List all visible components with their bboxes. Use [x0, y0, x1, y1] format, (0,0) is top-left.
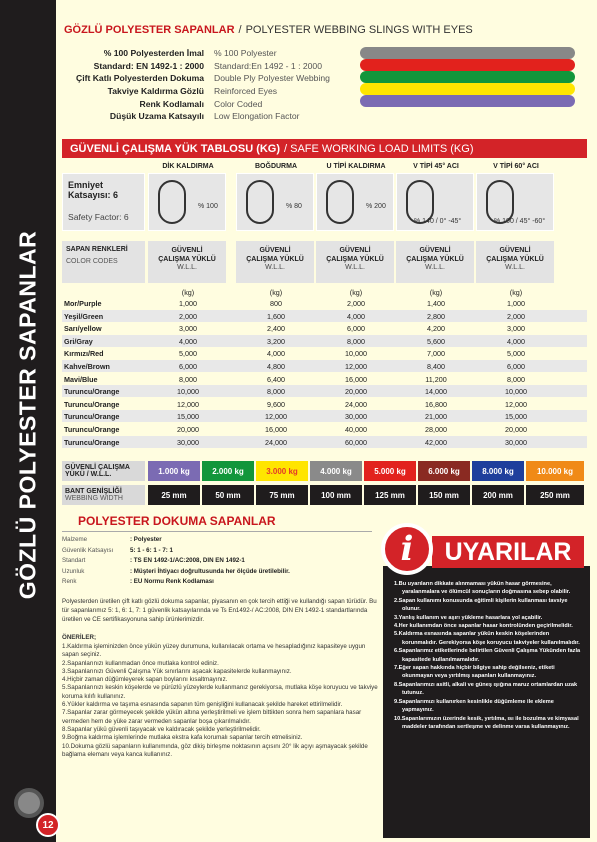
recommendations-list: [62, 643, 382, 759]
warning-item: 6.Sapanlarımız etiketlerinde belirtilen Güvenli Çalışma Yükünden fazla kapasitede kullanılmamalıdır.: [394, 648, 581, 663]
row-value: 16,000: [345, 374, 367, 384]
recommendation-item: 1.Kaldırma işleminizden önce yükün yüzey durumuna, kullanılacak ortama ve hesapladığınız kapasiteye uygun sapan seçiniz.: [62, 643, 366, 659]
meta-key: Malzeme: [62, 536, 88, 543]
sling-photo: [350, 43, 580, 118]
spec-tr: Takviye Kaldırma Gözlü: [107, 86, 204, 97]
wll-column-header: [316, 241, 394, 283]
sidebar-title: GÖZLÜ POLYESTER SAPANLAR: [14, 230, 41, 600]
row-value: 12,000: [345, 362, 367, 371]
row-value: 8,000: [267, 387, 285, 397]
row-value: 4,800: [267, 362, 285, 371]
table-row: [62, 423, 587, 435]
row-value: 10,000: [177, 387, 199, 397]
meta-value: : EU Normu Renk Kodlaması: [130, 578, 214, 585]
wll-col-line2: ÇALIŞMA YÜKLÜ: [486, 256, 544, 263]
meta-key: Renk: [62, 578, 77, 585]
wll-bar-label: [62, 461, 145, 481]
row-value: 30,000: [345, 412, 367, 422]
recommendation-item: 9.Boğma kaldırma işlemlerinde mutlaka ekstra kafa korumalı sapanlar tercih etmelisiniz.: [62, 734, 303, 742]
intro-paragraph: Polyesterden üretilen çift katlı gözlü dokuma sapanlar, piyasanın en çok tercih ettiği ve kullandığı sapan türüdür. Bu tür sapanlarımız 5: 1, 6: 1, 7: 1 güvenlik katsayılarında ve Ts En1492-/ AC:2008, DIN EN 1492-1 standartlarında üretilen ve CE sertifikasyonuna sahip ürünlerimizdir.: [62, 598, 377, 623]
wll-chip: 3.000 kg: [256, 461, 308, 481]
recommendation-item: 2.Sapanlarınızı kullanmadan önce mutlaka kontrol ediniz.: [62, 659, 219, 667]
warning-item: 7.Eğer sapan hakkında hiçbir bilgiye sahip değilseniz, etiketi okunmayan veya yırtılmış sapanları kullanmayınız.: [394, 665, 555, 680]
color-codes-tr: SAPAN RENKLERİ: [66, 246, 128, 253]
row-color-label: Turuncu/Orange: [64, 399, 120, 409]
row-value: 8,000: [179, 374, 197, 384]
table-row: [62, 385, 587, 397]
banner-tr: GÜVENLİ ÇALIŞMA YÜK TABLOSU (KG): [70, 142, 281, 155]
spec-row: [64, 85, 364, 98]
spec-tr: % 100 Polyesterden İmal: [103, 48, 204, 59]
width-label-en: WEBBING WIDTH: [65, 495, 123, 502]
table-row: [62, 398, 587, 410]
row-value: 12,000: [177, 399, 199, 409]
color-codes-header: [62, 241, 145, 283]
hitch-name: DİK KALDIRMA: [162, 163, 214, 170]
row-value: 4,000: [507, 336, 525, 346]
wll-banner: [62, 139, 587, 158]
unit-label: (kg): [429, 288, 443, 297]
wll-chip: 2.000 kg: [202, 461, 254, 481]
spec-row: [64, 110, 364, 123]
meta-value: : Polyester: [130, 536, 162, 543]
wll-label-2: YÜKÜ / W.L.L.: [65, 471, 112, 478]
table-row: [62, 335, 587, 347]
warning-item: 2.Sapan kullanımı konusunda eğitimli kişilerin kullanması tavsiye olunur.: [394, 597, 568, 613]
row-value: 3,000: [507, 324, 525, 334]
warning-item: 8.Sapanlarımızı asitli, alkali ve güneş ışığına maruz ortamlardan uzak tutunuz.: [394, 681, 578, 697]
meta-row: [62, 557, 245, 564]
wll-col-line1: GÜVENLİ: [419, 247, 451, 254]
hitch-diagram-icon: [326, 180, 354, 224]
row-value: 40,000: [345, 425, 367, 434]
table-row: [62, 347, 587, 359]
info-icon: i: [381, 523, 433, 575]
meta-value: : Müşteri İhtiyacı doğrultusunda her ölçüde üretilebilir.: [130, 567, 290, 575]
spec-en: Double Ply Polyester Webbing: [214, 73, 330, 84]
row-value: 6,000: [507, 362, 525, 371]
row-value: 8,000: [507, 374, 525, 384]
sidebar: [0, 0, 56, 842]
wll-chip: 6.000 kg: [418, 461, 470, 481]
wll-col-line2: ÇALIŞMA YÜKLÜ: [158, 256, 216, 263]
width-chip: 100 mm: [310, 485, 362, 505]
meta-key: Standart: [62, 557, 86, 564]
spec-row: [64, 97, 364, 110]
row-value: 16,800: [425, 399, 447, 409]
wll-label-1: GÜVENLİ ÇALIŞMA: [65, 464, 130, 471]
safety-factor: [68, 180, 118, 200]
warning-item: 3.Yanlış kullanım ve aşırı yükleme hasarlara yol açabilir.: [394, 614, 543, 621]
row-value: 5,600: [427, 336, 445, 346]
hitch-diagram-icon: [246, 180, 274, 224]
hitch-name: V TİPİ 60° ACI: [493, 163, 539, 170]
row-value: 1,000: [507, 299, 525, 308]
row-value: 800: [270, 299, 282, 308]
warning-item: 4.Her kullanımdan önce sapanlar hasar kontrolünden geçirilmelidir.: [394, 623, 573, 630]
table-row: [62, 310, 587, 322]
shackle-icon: [14, 788, 44, 818]
wll-col-line1: GÜVENLİ: [171, 247, 203, 254]
width-chip: 125 mm: [364, 485, 416, 505]
section-divider: [62, 531, 372, 532]
wll-column-header: [236, 241, 314, 283]
warnings-list: [392, 580, 582, 731]
table-row: [62, 360, 587, 372]
color-codes-en: COLOR CODES: [66, 258, 118, 265]
header-separator: /: [238, 24, 242, 36]
warning-item: 9.Sapanlarımızı kullanırken kesinlikle düğümleme ile ekleme yapmayınız.: [394, 698, 554, 714]
row-color-label: Gri/Gray: [64, 336, 93, 346]
spec-row: [64, 72, 364, 85]
row-color-label: Mavi/Blue: [64, 374, 98, 384]
row-value: 28,000: [425, 425, 447, 434]
sling-purple: [360, 95, 575, 107]
spec-en: % 100 Polyester: [214, 48, 277, 59]
row-value: 16,000: [265, 425, 287, 434]
wll-col-line2: ÇALIŞMA YÜKLÜ: [326, 256, 384, 263]
width-label-tr: BANT GENİŞLİĞİ: [65, 488, 122, 495]
row-value: 2,800: [427, 311, 445, 321]
recommendation-item: 10.Dokuma gözlü sapanların kullanımında, göz dikiş birleşme noktasının açısını 20° lik açıyı aşmayacak şekilde bağlama elemanı veya kanca kullanınız.: [62, 742, 368, 758]
hitch-percent: % 200: [366, 203, 386, 210]
row-value: 6,000: [347, 324, 365, 334]
wll-col-line1: GÜVENLİ: [339, 247, 371, 254]
meta-value: : TS EN 1492-1/AC:2008, DIN EN 1492-1: [130, 557, 245, 564]
section-title: POLYESTER DOKUMA SAPANLAR: [78, 514, 276, 528]
wll-col-line1: GÜVENLİ: [259, 247, 291, 254]
row-value: 12,000: [505, 399, 527, 409]
wll-column-header: [148, 241, 226, 283]
row-value: 7,000: [427, 349, 445, 359]
row-value: 6,400: [267, 374, 285, 384]
spec-row: [64, 47, 364, 60]
spec-tr: Çift Katlı Polyesterden Dokuma: [76, 73, 204, 84]
sling-green: [360, 71, 575, 83]
hitch-percent: % 100 / 45° -60°: [494, 218, 546, 225]
recommendation-item: 7.Sapanlar zarar görmeyecek şekilde yükün altına yerleştirilmeli ve işlem bittikten sonra hem sapanlara hasar vermeden hem de yüke zarar vermeden sapanlar boşa çıkarılmalıdır.: [62, 709, 362, 725]
width-chip: 200 mm: [472, 485, 524, 505]
safety-factor-en: Safety Factor: 6: [68, 212, 129, 222]
row-value: 1,400: [427, 299, 445, 308]
meta-key: Güvenlik Katsayısı: [62, 546, 114, 554]
unit-label: (kg): [509, 288, 523, 297]
hitch-percent: % 140 / 0° -45°: [414, 218, 462, 225]
width-chip: 150 mm: [418, 485, 470, 505]
recommendation-item: 8.Sapanlar yükü güvenli taşıyacak ve kaldıracak şekilde yerleştirilmelidir.: [62, 725, 261, 733]
wll-col-line2: ÇALIŞMA YÜKLÜ: [406, 256, 464, 263]
hitch-name: U TİPİ KALDIRMA: [326, 163, 386, 170]
spec-list: [64, 47, 364, 123]
factor-line1: Emniyet: [68, 180, 104, 190]
unit-label: (kg): [181, 288, 195, 297]
hitch-diagram-icon: [158, 180, 186, 224]
spec-row: [64, 60, 364, 73]
table-row: [62, 322, 587, 334]
meta-row: [62, 547, 173, 554]
hitch-name: BOĞDURMA: [255, 163, 297, 170]
wll-chip: 5.000 kg: [364, 461, 416, 481]
hitch-percent: % 100: [198, 203, 218, 210]
wll-col-line2: ÇALIŞMA YÜKLÜ: [246, 256, 304, 263]
row-value: 11,200: [425, 374, 447, 384]
row-color-label: Mor/Purple: [64, 299, 102, 308]
recommendation-item: 5.Sapanlarınızı keskin köşelerde ve pürüzlü yüzeylerde kullanmanız gerekiyorsa, mutlaka köşe koruyucu ve takviye koruma kılıfı kullanınız.: [62, 684, 378, 700]
row-color-label: Turuncu/Orange: [64, 425, 120, 434]
table-row: [62, 297, 587, 309]
table-row: [62, 373, 587, 385]
wll-column-header: [396, 241, 474, 283]
row-value: 6,000: [179, 362, 197, 371]
meta-value: 5: 1 - 6: 1 - 7: 1: [130, 546, 173, 554]
row-color-label: Kahve/Brown: [64, 362, 110, 371]
wll-chip: 4.000 kg: [310, 461, 362, 481]
row-value: 2,000: [347, 299, 365, 308]
wll-chip: 10.000 kg: [526, 461, 584, 481]
row-value: 60,000: [345, 437, 367, 447]
row-value: 30,000: [505, 437, 527, 447]
row-value: 3,000: [179, 324, 197, 334]
row-value: 30,000: [177, 437, 199, 447]
row-value: 20,000: [505, 425, 527, 434]
header-title-tr: GÖZLÜ POLYESTER SAPANLAR: [64, 24, 235, 36]
spec-tr: Renk Kodlamalı: [139, 98, 204, 109]
warning-item: 10.Sapanlarımızın üzerinde kesik, yırtılma, ısı ile bozulma ve kimyasal maddeler tarafından sertleşme ve delinme varsa kullanmayınız.: [394, 715, 579, 730]
row-value: 4,000: [347, 311, 365, 321]
recommendations-heading: ÖNERİLER;: [62, 634, 97, 641]
row-value: 9,600: [267, 399, 285, 409]
recommendation-item: 4.Hiçbir zaman düğümleyerek sapan boylarını kısaltmayınız.: [62, 676, 228, 684]
row-value: 5,000: [179, 349, 197, 359]
sling-yellow: [360, 83, 575, 95]
wll-col-line3: W.L.L.: [177, 264, 197, 271]
spec-en: Color Coded: [214, 98, 263, 109]
wll-col-line3: W.L.L.: [425, 264, 445, 271]
row-value: 8,000: [347, 336, 365, 346]
row-value: 4,000: [179, 336, 197, 346]
meta-row: [62, 568, 290, 575]
row-color-label: Turuncu/Orange: [64, 412, 120, 422]
row-value: 10,000: [345, 349, 367, 359]
wll-col-line3: W.L.L.: [265, 264, 285, 271]
row-value: 15,000: [177, 412, 199, 422]
warning-item: 5.Kaldırma esnasında sapanlar yükün keskin köşelerinden korunmalıdır. Gerekiyorsa köşe koruyucu takviyeler kullanılmalıdır.: [394, 631, 580, 646]
wll-chip: 1.000 kg: [148, 461, 200, 481]
row-value: 10,000: [505, 387, 527, 397]
factor-line2: Katsayısı: 6: [68, 190, 119, 200]
row-value: 3,200: [267, 336, 285, 346]
wll-col-line3: W.L.L.: [505, 264, 525, 271]
row-color-label: Turuncu/Orange: [64, 437, 120, 447]
row-color-label: Kırmızı/Red: [64, 349, 104, 359]
width-chip: 75 mm: [256, 485, 308, 505]
width-chip: 25 mm: [148, 485, 200, 505]
row-color-label: Sarı/yellow: [64, 324, 102, 334]
row-value: 21,000: [425, 412, 447, 422]
meta-row: [62, 578, 214, 585]
row-color-label: Yeşil/Green: [64, 311, 104, 321]
row-value: 4,000: [267, 349, 285, 359]
warnings-title: UYARILAR: [432, 536, 584, 568]
row-value: 2,000: [179, 311, 197, 321]
meta-key: Uzunluk: [62, 567, 85, 575]
spec-en: Standard:En 1492 - 1 : 2000: [214, 60, 322, 71]
sling-red: [360, 59, 575, 71]
row-value: 24,000: [345, 399, 367, 409]
row-value: 20,000: [345, 387, 367, 397]
row-value: 12,000: [265, 412, 287, 422]
unit-label: (kg): [269, 288, 283, 297]
row-value: 4,200: [427, 324, 445, 334]
row-value: 1,600: [267, 311, 285, 321]
row-value: 2,000: [507, 311, 525, 321]
row-value: 24,000: [265, 437, 287, 447]
page-header: [64, 24, 584, 36]
recommendation-item: 3.Sapanlarınızı Güvenli Çalışma Yük sınırlarını aşacak kapasitelerde kullanmayınız.: [62, 667, 292, 675]
page-number: 12: [36, 813, 60, 837]
hitch-name: V TİPİ 45° ACI: [413, 163, 459, 170]
width-bar-label: [62, 485, 145, 505]
recommendation-item: 6.Yükler kaldırma ve taşıma esnasında sapanın tüm genişliğini kullanacak şekilde hareket ettirilmelidir.: [62, 701, 343, 709]
table-row: [62, 436, 587, 448]
sling-gray: [360, 47, 575, 59]
wll-chip: 8.000 kg: [472, 461, 524, 481]
row-value: 20,000: [177, 425, 199, 434]
spec-tr: Standard: EN 1492-1 : 2000: [93, 60, 204, 71]
spec-en: Low Elongation Factor: [214, 111, 300, 122]
row-value: 2,400: [267, 324, 285, 334]
row-value: 14,000: [425, 387, 447, 397]
table-row: [62, 410, 587, 422]
spec-en: Reinforced Eyes: [214, 86, 278, 97]
wll-col-line1: GÜVENLİ: [499, 247, 531, 254]
row-value: 15,000: [505, 412, 527, 422]
row-value: 8,400: [427, 362, 445, 371]
meta-row: [62, 536, 162, 543]
row-value: 1,000: [179, 299, 197, 308]
banner-en: / SAFE WORKING LOAD LIMITS (KG): [284, 142, 474, 155]
row-color-label: Turuncu/Orange: [64, 387, 120, 397]
width-chip: 250 mm: [526, 485, 584, 505]
wll-column-header: [476, 241, 554, 283]
row-value: 42,000: [425, 437, 447, 447]
warning-item: 1.Bu uyarıların dikkate alınmaması yükün hasar görmesine, yaralanmalara ve ölümcül sonuçların doğmasına sebep olabilir.: [394, 581, 571, 596]
row-value: 5,000: [507, 349, 525, 359]
hitch-percent: % 80: [286, 203, 302, 210]
unit-label: (kg): [349, 288, 363, 297]
header-title-en: POLYESTER WEBBING SLINGS WITH EYES: [245, 24, 473, 36]
spec-tr: Düşük Uzama Katsayılı: [109, 111, 204, 122]
width-chip: 50 mm: [202, 485, 254, 505]
wll-col-line3: W.L.L.: [345, 264, 365, 271]
